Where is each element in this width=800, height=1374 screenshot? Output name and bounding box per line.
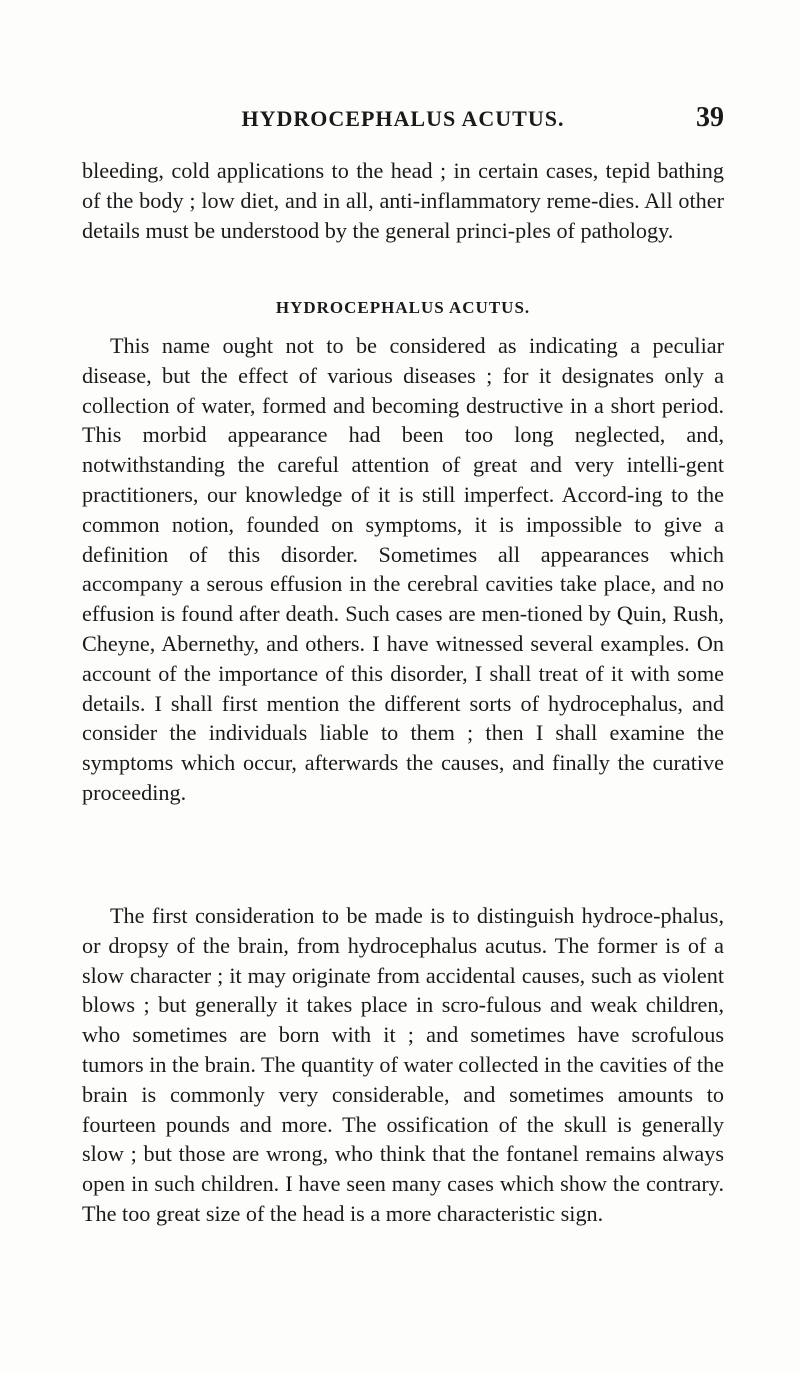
running-title: HYDROCEPHALUS ACUTUS. [241,106,565,131]
paragraph-continuation: bleeding, cold applications to the head ; in certain cases, tepid bathing of the body ; low diet, and in all, anti-inflammatory reme-dies. All other details must be understood by the general princi-ples of pathology. [82,158,724,243]
paragraph-distinction: The first consideration to be made is to distinguish hydroce-phalus, or dropsy of the brain, from hydrocephalus acutus. The former is of a slow character ; it may originate from accidental causes, such as violent blows ; but generally it takes place in scro-fulous and weak children, who sometimes are born with it ; and sometimes have scrofulous tumors in the brain. The quantity of water collected in the cavities of the brain is commonly very considerable, and sometimes amounts to fourteen pounds and more. The ossification of the skull is generally slow ; but those are wrong, who think that the fontanel remains always open in such children. I have seen many cases which show the contrary. The too great size of the head is a more characteristic sign. [82,903,724,1226]
paragraph-introduction: This name ought not to be considered as indicating a peculiar disease, but the effect of various diseases ; for it designates only a collection of water, formed and becoming destructive in a short period. This morbid appearance had been too long neglected, and, notwithstanding the careful attention of great and very intelli-gent practitioners, our knowledge of it is still imperfect. Accord-ing to the common notion, founded on symptoms, it is impossible to give a definition of this disorder. Sometimes all appearances which accompany a serous effusion in the cerebral cavities take place, and no effusion is found after death. Such cases are men-tioned by Quin, Rush, Cheyne, Abernethy, and others. I have witnessed several examples. On account of the importance of this disorder, I shall treat of it with some details. I shall first mention the different sorts of hydrocephalus, and consider the individuals liable to them ; then I shall examine the symptoms which occur, afterwards the causes, and finally the curative proceeding. [82,333,724,805]
section-heading: HYDROCEPHALUS ACUTUS. [275,298,531,317]
running-head [82,102,724,136]
page-number: 39 [696,102,724,133]
